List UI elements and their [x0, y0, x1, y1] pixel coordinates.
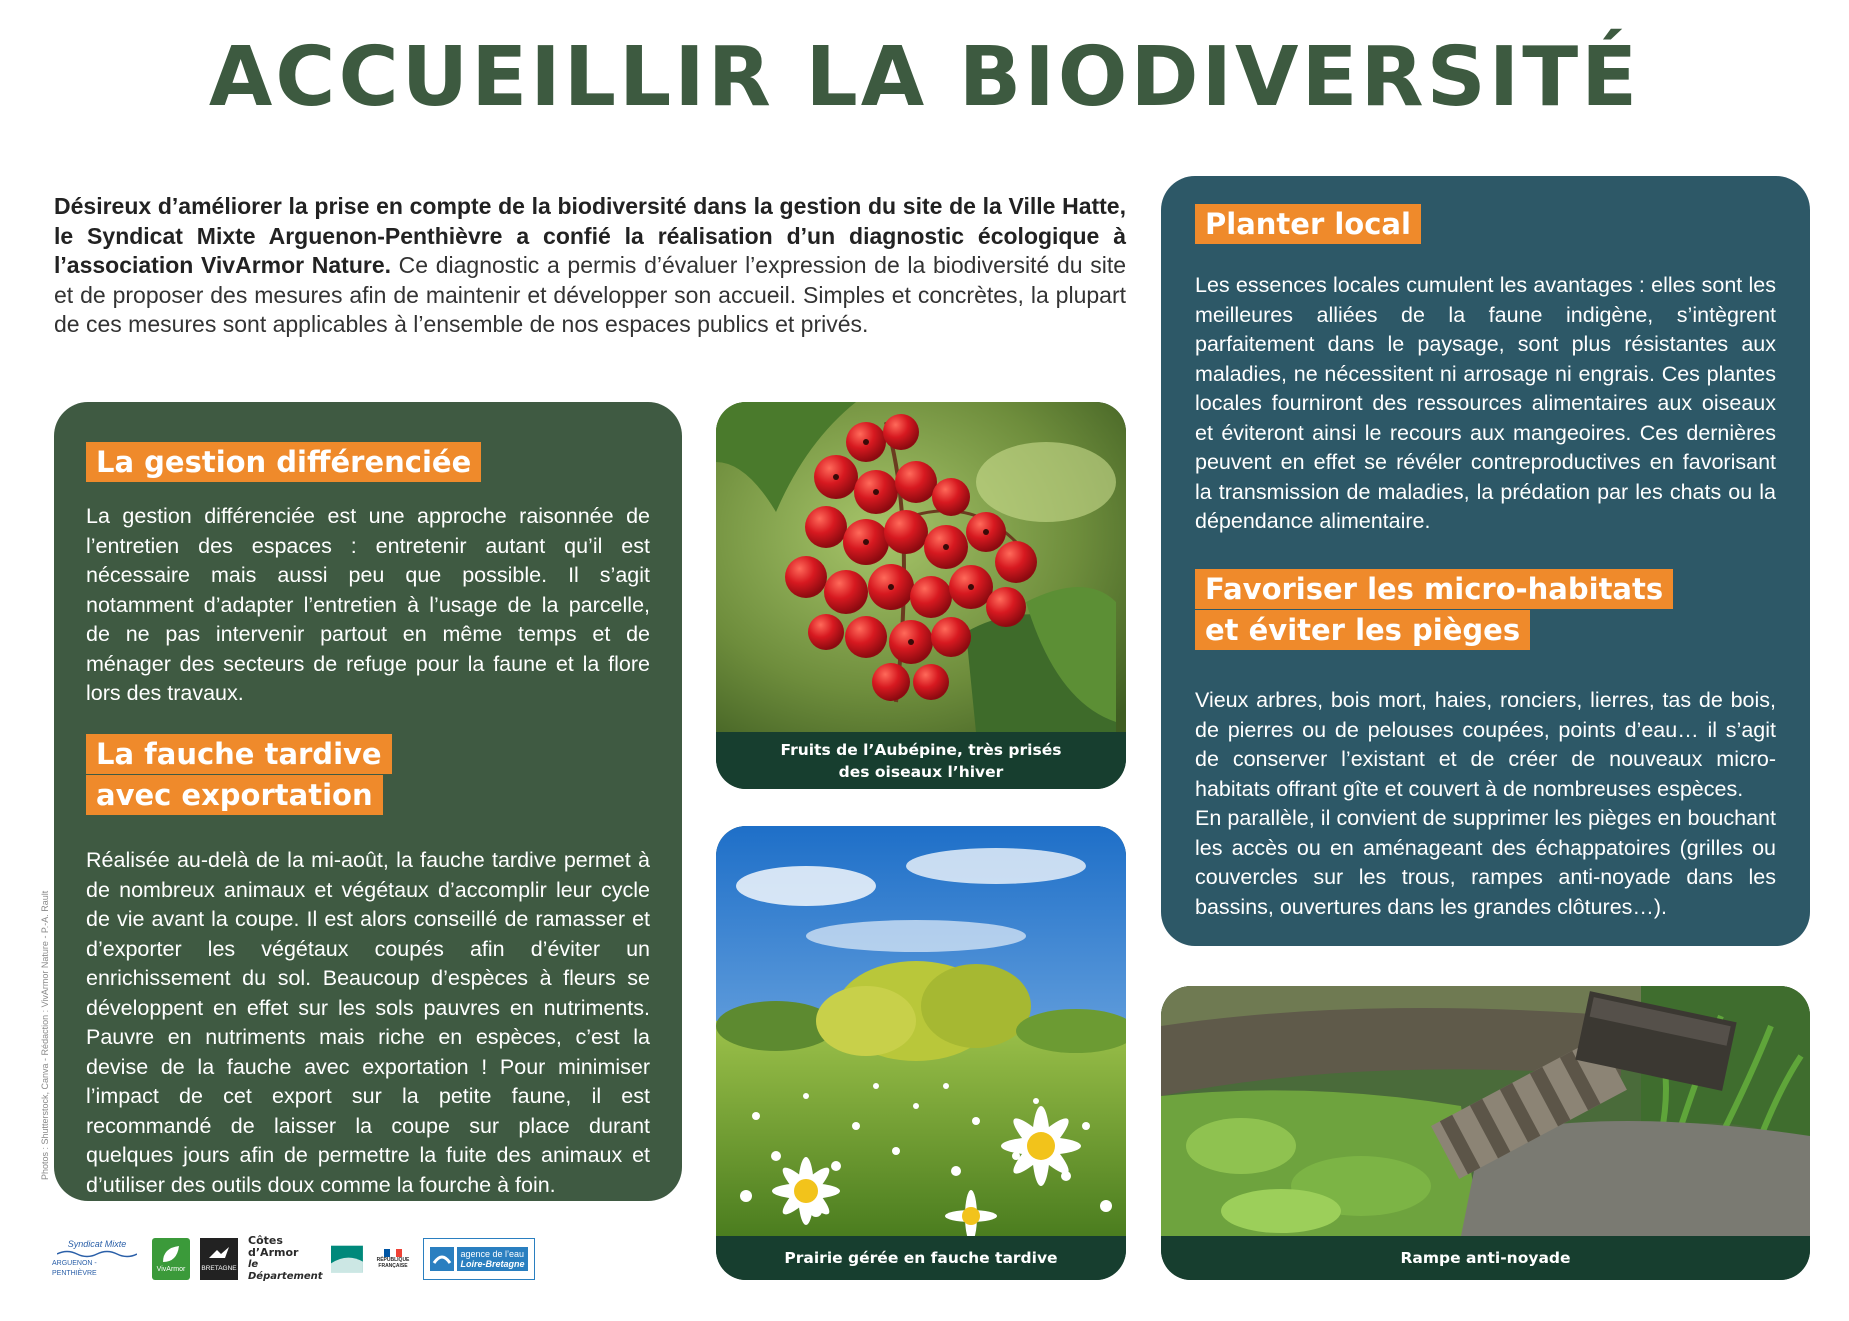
flag-icon — [384, 1249, 402, 1257]
photo-aubepine — [716, 402, 1126, 789]
heading-micro-line1: Favoriser les micro-habitats — [1195, 569, 1673, 609]
heading-micro-line2: et éviter les pièges — [1195, 610, 1530, 650]
heading-fauche-line2: avec exportation — [86, 775, 383, 815]
intro-bold: Désireux d’améliorer la prise en compte de la biodiversité dans la gestion du site de la Ville Hatte, le Syndicat Mixte Arguenon-Penthièvre a confié la réalisation d’un diagnostic écologique à l’association VivArmor Nature. — [54, 193, 1126, 278]
region-bretagne-logo: BRETAGNE — [200, 1238, 238, 1280]
page-title: ACCUEILLIR LA BIODIVERSITÉ — [208, 30, 1641, 125]
cotes-armor-logo: Côtes d’Armor le Département — [248, 1238, 363, 1280]
bird-icon — [207, 1244, 231, 1264]
caption-rampe: Rampe anti-noyade — [1161, 1236, 1810, 1280]
republique-francaise-logo: RÉPUBLIQUE FRANÇAISE — [373, 1238, 413, 1280]
partner-logos — [52, 1236, 535, 1282]
water-drop-icon — [430, 1247, 454, 1271]
planter-text: Les essences locales cumulent les avantages : elles sont les meilleures alliées de la faune indigène, s’intègrent parfaitement dans le paysage, sont plus résistantes aux maladies, ne nécessitent ni arrosage ni engrais. Ces plantes locales fourniront des ressources alimentaires aux oiseaux et éviteront ainsi le recours aux mangeoires. Ces dernières peuvent en effet se révéler contreproductives en favorisant la transmission de maladies, la prédation par les chats ou la dépendance alimentaire. — [1195, 273, 1776, 533]
intro-text: Ce diagnostic a permis d’évaluer l’expression de la biodiversité du site et de proposer des mesures afin de maintenir et développer son accueil. Simples et concrètes, la plupart de ces mesures sont applicables à l’ensemble de nos espaces publics et privés. — [54, 252, 1127, 337]
cotes-armor-emblem-icon — [331, 1244, 363, 1274]
hawthorn-berries-image — [716, 402, 1126, 732]
caption-aubepine: Fruits de l’Aubépine, très prisés des oiseaux l’hiver — [716, 732, 1126, 789]
intro-paragraph — [54, 192, 1126, 340]
vivarmor-logo: VivArmor — [152, 1238, 190, 1280]
syndicat-mixte-logo: Syndicat Mixte ARGUENON - PENTHIÈVRE — [52, 1238, 142, 1280]
leaf-icon — [160, 1243, 182, 1265]
heading-micro-habitats — [1195, 569, 1673, 651]
gestion-panel — [54, 402, 682, 1201]
heading-planter-local — [1195, 204, 1421, 245]
planter-panel — [1161, 176, 1810, 946]
heading-gestion-differenciee — [86, 442, 481, 483]
caption-prairie: Prairie gérée en fauche tardive — [716, 1236, 1126, 1280]
meadow-image — [716, 826, 1126, 1236]
anti-drowning-ramp-image — [1161, 986, 1810, 1236]
gestion-text: La gestion différenciée est une approche raisonnée de l’entretien des espaces : entretenir autant qu’il est nécessaire mais aussi peu que possible. Il s’agit notamment d’adapter l’entretien à l’usage de la parcelle, de ne pas intervenir partout en même temps et de ménager des secteurs de refuge pour la faune et la flore lors des travaux. — [86, 504, 650, 705]
heading-fauche-line1: La fauche tardive — [86, 734, 392, 774]
fauche-text: Réalisée au-delà de la mi-août, la fauche tardive permet à de nombreux animaux et végétaux d’accomplir leur cycle de vie avant la coupe. Il est alors conseillé de ramasser et d’exporter les végétaux coupés afin d’éviter un enrichissement du sol. Beaucoup d’espèces à fleurs se développent en effet sur les sols pauvres en nutriments. Pauvre en nutriments mais riche en espèces, c’est la devise de la fauche avec exportation ! Pour minimiser l’impact de cet export sur la petite faune, il est recommandé de laisser la coupe sur place durant quelques jours afin de permettre la fuite des animaux et d’utiliser des outils doux comme la fourche à foin. — [86, 848, 650, 1197]
photo-rampe — [1161, 986, 1810, 1280]
heading-planter-label: Planter local — [1195, 204, 1421, 244]
heading-fauche-tardive — [86, 734, 392, 816]
heading-gestion-label: La gestion différenciée — [86, 442, 481, 482]
agence-eau-logo: agence de l’eau Loire-Bretagne — [423, 1238, 535, 1280]
wave-icon — [57, 1249, 137, 1259]
photo-credit: Photos : Shutterstock, Canva - Rédaction : VivArmor Nature - P.-A. Rault — [40, 890, 50, 1180]
photo-prairie — [716, 826, 1126, 1280]
micro-habitats-text: Vieux arbres, bois mort, haies, ronciers, lierres, tas de bois, de pierres ou de pelouses coupées, points d’eau… il s’agit de conserver l’existant et de créer de nouveaux micro-habitats offrant gîte et couvert à de nombreuses espèces. En parallèle, il convient de supprimer les pièges en bouchant les accès ou en aménageant des échappatoires (grilles ou couvercles sur les trous, rampes anti-noyade dans les bassins, ouvertures dans les grandes clôtures…). — [1195, 688, 1776, 919]
